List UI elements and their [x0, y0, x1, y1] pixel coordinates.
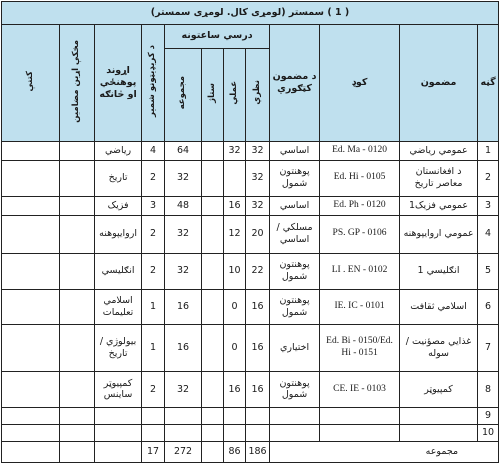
table-row	[2, 289, 499, 325]
col-header-notes: کتنې	[2, 25, 60, 141]
cell-code: LI . EN - 0102	[320, 253, 400, 289]
cell-category: پوهنتون شمول	[270, 253, 320, 289]
col-header-category: د مضمون کټګوري	[270, 25, 320, 141]
cell-notes	[2, 160, 60, 196]
cell-theory: 20	[246, 215, 270, 253]
cell-notes	[2, 196, 60, 215]
table-row	[2, 160, 499, 196]
cell-prereq	[60, 253, 95, 289]
cell-total: 16	[165, 289, 202, 325]
cell-prereq	[60, 141, 95, 160]
cell-internship	[202, 141, 224, 160]
cell-theory: 16	[246, 371, 270, 407]
col-header-prereq: مخکې اړین مضامین	[60, 25, 95, 141]
cell-subject: اسلامي ثقافت	[400, 289, 478, 325]
cell-theory	[246, 407, 270, 424]
col-header-code: کوډ	[320, 25, 400, 141]
cell-credits: 3	[142, 196, 165, 215]
totals-empty-prereq	[60, 441, 95, 462]
cell-credits	[142, 424, 165, 441]
cell-total: 64	[165, 141, 202, 160]
cell-notes	[2, 253, 60, 289]
col-header-credits: د کریډیټونو شمیر	[142, 25, 165, 141]
cell-notes	[2, 371, 60, 407]
cell-total: 32	[165, 160, 202, 196]
cell-number: 10	[478, 424, 499, 441]
cell-total: 48	[165, 196, 202, 215]
cell-notes	[2, 141, 60, 160]
cell-number: 5	[478, 253, 499, 289]
cell-subject	[400, 424, 478, 441]
cell-notes	[2, 424, 60, 441]
cell-notes	[2, 215, 60, 253]
col-header-subject: مضمون	[400, 25, 478, 141]
cell-prereq	[60, 407, 95, 424]
col-header-practical: عملي	[224, 48, 246, 141]
cell-category: اساسي	[270, 196, 320, 215]
cell-practical: 0	[224, 289, 246, 325]
table-row	[2, 325, 499, 372]
col-header-dept: اړوند پوهنځي او څانګه	[95, 25, 142, 141]
cell-dept: فزيک	[95, 196, 142, 215]
totals-theory: 186	[246, 441, 270, 462]
cell-prereq	[60, 424, 95, 441]
col-header-hours-group: درسي ساعتونه	[165, 25, 270, 48]
cell-category: پوهنتون شمول	[270, 289, 320, 325]
cell-credits: 2	[142, 215, 165, 253]
cell-category	[270, 424, 320, 441]
cell-notes	[2, 325, 60, 372]
cell-theory	[246, 424, 270, 441]
cell-code: PS. GP - 0106	[320, 215, 400, 253]
cell-category: پوهنتون شمول	[270, 160, 320, 196]
cell-subject: عمومي فزيک1	[400, 196, 478, 215]
cell-dept: رياضي	[95, 141, 142, 160]
cell-number: 1	[478, 141, 499, 160]
totals-practical: 86	[224, 441, 246, 462]
col-header-internship: ستاژ	[202, 48, 224, 141]
cell-category: اساسي	[270, 141, 320, 160]
cell-credits: 2	[142, 160, 165, 196]
cell-number: 4	[478, 215, 499, 253]
cell-dept: تاريخ	[95, 160, 142, 196]
cell-dept: اروايپوهنه	[95, 215, 142, 253]
cell-credits: 1	[142, 325, 165, 372]
cell-code	[320, 407, 400, 424]
cell-credits: 4	[142, 141, 165, 160]
table-row	[2, 407, 499, 424]
totals-total: 272	[165, 441, 202, 462]
cell-category: پوهنتون شمول	[270, 371, 320, 407]
table-row	[2, 215, 499, 253]
cell-code: Ed. Bi - 0150/Ed. Hi - 0151	[320, 325, 400, 372]
cell-subject: انګليسي 1	[400, 253, 478, 289]
cell-theory: 22	[246, 253, 270, 289]
cell-internship	[202, 253, 224, 289]
table-row	[2, 371, 499, 407]
cell-code: Ed. Hi - 0105	[320, 160, 400, 196]
cell-dept: اسلامي تعليمات	[95, 289, 142, 325]
cell-practical	[224, 407, 246, 424]
cell-code: IE. IC - 0101	[320, 289, 400, 325]
cell-code: Ed. Ph - 0120	[320, 196, 400, 215]
cell-total: 32	[165, 215, 202, 253]
cell-theory: 32	[246, 196, 270, 215]
table-caption: ( 1 ) سمستر (لومړی کال. لومړی سمستر)	[2, 2, 499, 25]
cell-subject: د افغانستان معاصر تاريخ	[400, 160, 478, 196]
cell-practical: 12	[224, 215, 246, 253]
table-row	[2, 141, 499, 160]
cell-dept	[95, 424, 142, 441]
cell-prereq	[60, 325, 95, 372]
cell-internship	[202, 407, 224, 424]
cell-subject: کمپيوټر	[400, 371, 478, 407]
col-header-total: مجموعه	[165, 48, 202, 141]
cell-prereq	[60, 215, 95, 253]
cell-credits: 1	[142, 289, 165, 325]
cell-internship	[202, 424, 224, 441]
cell-internship	[202, 196, 224, 215]
cell-dept: بيولوژي / تاريخ	[95, 325, 142, 372]
cell-credits	[142, 407, 165, 424]
cell-practical	[224, 424, 246, 441]
totals-empty-notes	[2, 441, 60, 462]
cell-subject	[400, 407, 478, 424]
cell-total: 32	[165, 253, 202, 289]
header-row-1	[2, 25, 499, 48]
cell-total	[165, 424, 202, 441]
cell-practical: 32	[224, 141, 246, 160]
totals-empty-dept	[95, 441, 142, 462]
cell-number: 8	[478, 371, 499, 407]
cell-dept	[95, 407, 142, 424]
cell-dept: کمپيوټر ساينس	[95, 371, 142, 407]
cell-practical	[224, 160, 246, 196]
totals-internship	[202, 441, 224, 462]
cell-internship	[202, 371, 224, 407]
cell-practical: 10	[224, 253, 246, 289]
cell-theory: 32	[246, 141, 270, 160]
cell-theory: 32	[246, 160, 270, 196]
cell-notes	[2, 289, 60, 325]
cell-subject: عمومي اروايپوهنه	[400, 215, 478, 253]
cell-code: Ed. Ma - 0120	[320, 141, 400, 160]
cell-code: CE. IE - 0103	[320, 371, 400, 407]
cell-prereq	[60, 289, 95, 325]
cell-number: 6	[478, 289, 499, 325]
cell-total	[165, 407, 202, 424]
cell-number: 7	[478, 325, 499, 372]
cell-category	[270, 407, 320, 424]
cell-internship	[202, 325, 224, 372]
cell-practical: 16	[224, 371, 246, 407]
totals-credits: 17	[142, 441, 165, 462]
cell-credits: 2	[142, 371, 165, 407]
col-header-theory: نظري	[246, 48, 270, 141]
cell-prereq	[60, 196, 95, 215]
cell-internship	[202, 215, 224, 253]
cell-category: مسلکي / اساسي	[270, 215, 320, 253]
cell-subject: عمومي رياضي	[400, 141, 478, 160]
cell-practical: 16	[224, 196, 246, 215]
cell-credits: 2	[142, 253, 165, 289]
cell-notes	[2, 407, 60, 424]
cell-total: 32	[165, 371, 202, 407]
cell-number: 2	[478, 160, 499, 196]
cell-prereq	[60, 371, 95, 407]
cell-practical: 0	[224, 325, 246, 372]
table-row	[2, 253, 499, 289]
cell-internship	[202, 160, 224, 196]
cell-code	[320, 424, 400, 441]
cell-theory: 16	[246, 289, 270, 325]
cell-dept: انګليسي	[95, 253, 142, 289]
totals-label: مجموعه	[270, 441, 499, 462]
cell-subject: غذايي مصؤنيت / سوله	[400, 325, 478, 372]
semester-table	[1, 1, 499, 463]
cell-total: 16	[165, 325, 202, 372]
cell-internship	[202, 289, 224, 325]
cell-category: اختياري	[270, 325, 320, 372]
col-header-number: گڼه	[478, 25, 499, 141]
cell-number: 3	[478, 196, 499, 215]
caption-row	[2, 2, 499, 25]
totals-row	[2, 441, 499, 462]
table-row	[2, 196, 499, 215]
table-row	[2, 424, 499, 441]
cell-prereq	[60, 160, 95, 196]
cell-theory: 16	[246, 325, 270, 372]
cell-number: 9	[478, 407, 499, 424]
